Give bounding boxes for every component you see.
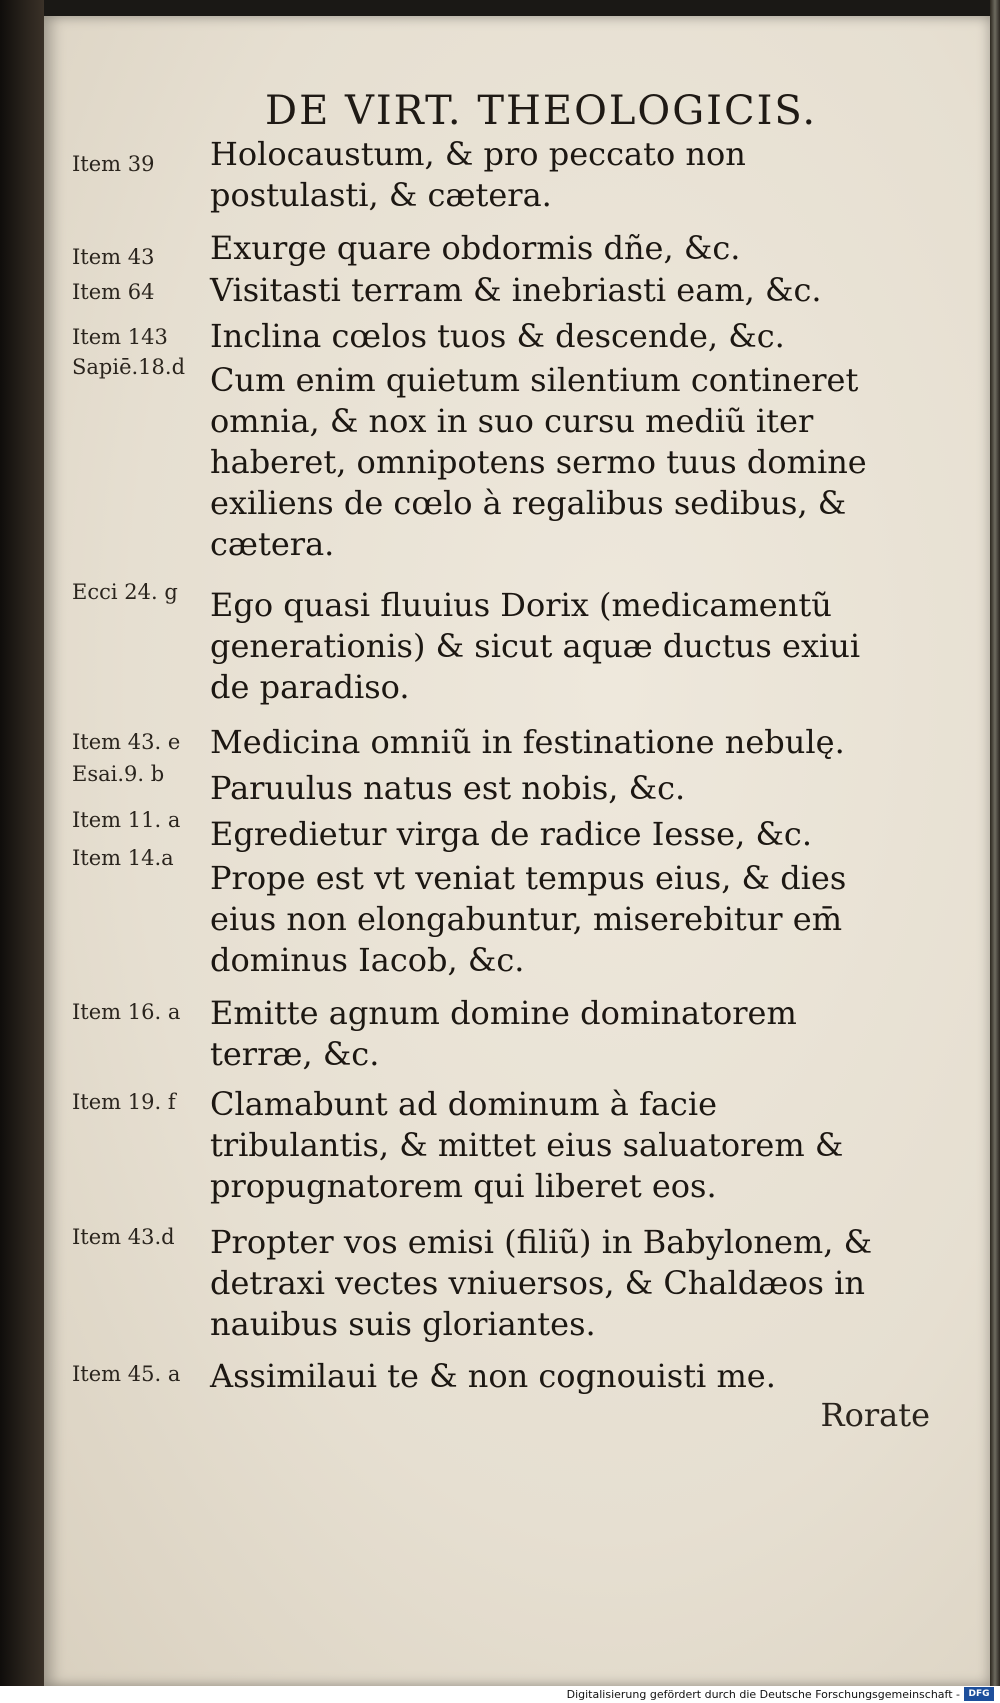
entry-text: Propter vos emisi (filiũ) in Babylonem, & detraxi vectes vniuersos, & Chaldæos in nauibus suis gloriantes. bbox=[210, 1223, 873, 1343]
margin-reference: Item 45. a bbox=[72, 1362, 181, 1386]
entry-text: Ego quasi fluuius Dorix (medicamentũ generationis) & sicut aquæ ductus exiui de paradiso. bbox=[210, 586, 861, 706]
entry-text: Medicina omniũ in festinatione nebulę. bbox=[210, 723, 845, 761]
entry-text: Prope est vt veniat tempus eius, & dies eius non elongabuntur, miserebitur em̄ dominus Iacob, &c. bbox=[210, 859, 847, 979]
dfg-logo-icon: DFG bbox=[964, 1687, 994, 1701]
margin-reference: Ecci 24. g bbox=[72, 580, 178, 604]
entry-text: Egredietur virga de radice Iesse, &c. bbox=[210, 815, 813, 853]
margin-reference: Item 19. f bbox=[72, 1090, 176, 1114]
entry-text: Inclina cœlos tuos & descende, &c. bbox=[210, 317, 785, 355]
footer-credit: Digitalisierung gefördert durch die Deutsche Forschungsgemeinschaft - bbox=[566, 1688, 960, 1701]
book-spine bbox=[0, 0, 44, 1703]
margin-reference: Item 64 bbox=[72, 280, 155, 304]
margin-reference: Item 14.a bbox=[72, 846, 174, 870]
entry-text: Exurge quare obdormis dñe, &c. bbox=[210, 229, 741, 267]
entry-text: Emitte agnum domine dominatorem terræ, &c. bbox=[210, 994, 797, 1073]
entry-text: Cum enim quietum silentium contineret omnia, & nox in suo cursu mediũ iter haberet, omnipotens sermo tuus domine exiliens de cœlo à regalibus sedibus, & cætera. bbox=[210, 361, 867, 563]
margin-reference: Item 39 bbox=[72, 152, 155, 176]
running-head: DE VIRT. THEOLOGICIS. bbox=[265, 88, 818, 134]
page-edge bbox=[990, 0, 1000, 1703]
catchword: Rorate bbox=[820, 1396, 930, 1434]
margin-reference: Item 43. e bbox=[72, 730, 181, 754]
margin-reference: Sapiē.18.d bbox=[72, 355, 186, 379]
entry-text: Holocaustum, & pro peccato non postulasti, & cætera. bbox=[210, 135, 746, 214]
margin-reference: Item 43 bbox=[72, 245, 155, 269]
entry-text: Visitasti terram & inebriasti eam, &c. bbox=[210, 271, 822, 309]
entry-text: Paruulus natus est nobis, &c. bbox=[210, 769, 686, 807]
margin-reference: Item 11. a bbox=[72, 808, 181, 832]
margin-reference: Item 143 bbox=[72, 325, 168, 349]
margin-reference: Item 16. a bbox=[72, 1000, 181, 1024]
entry-text: Clamabunt ad dominum à facie tribulantis, & mittet eius saluatorem & propugnatorem qui liberet eos. bbox=[210, 1085, 844, 1205]
margin-reference: Esai.9. b bbox=[72, 762, 165, 786]
entry-text: Assimilaui te & non cognouisti me. bbox=[210, 1357, 776, 1395]
margin-reference: Item 43.d bbox=[72, 1225, 175, 1249]
